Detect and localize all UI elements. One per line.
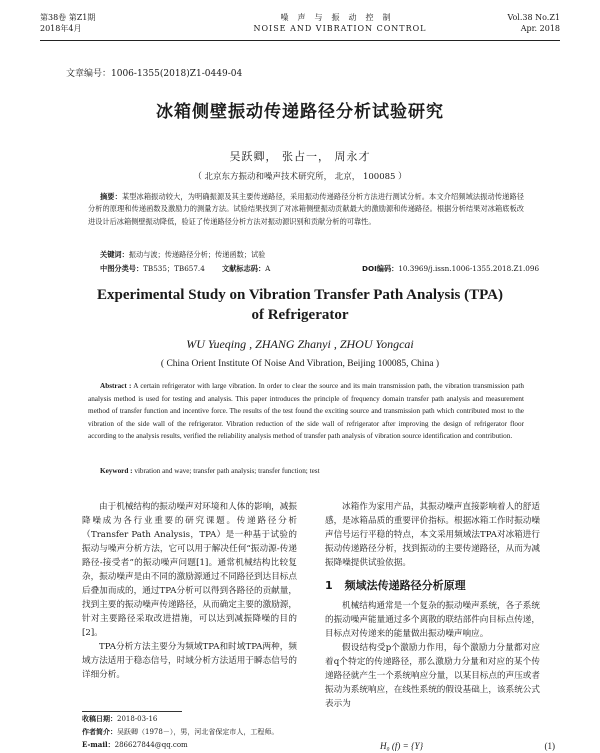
equation-text: H₀ (f) = {Y} bbox=[380, 741, 424, 751]
footnote-author: 作者简介：吴跃卿（1978－），男，河北省保定市人，工程师。 bbox=[82, 727, 279, 736]
clc-code: 中图分类号：TB535；TB657.4 bbox=[100, 264, 205, 273]
keywords-cn: 关键词：振动与波；传递路径分析；传递函数；试验 bbox=[100, 250, 266, 259]
body-left-column bbox=[82, 500, 297, 682]
abstract-cn-label: 摘要： bbox=[100, 192, 122, 201]
keywords-en: Keyword : vibration and wave; transfer path analysis; transfer function; test bbox=[100, 467, 320, 475]
running-header bbox=[40, 8, 560, 38]
footnote-received: 收稿日期：2018-03-16 bbox=[82, 714, 158, 723]
affiliation-en: ( China Orient Institute Of Noise And Vibration, Beijing 100085, China ) bbox=[160, 359, 440, 369]
footnote-rule bbox=[82, 711, 182, 712]
section-heading bbox=[325, 579, 540, 593]
section-title: 频域法传递路径分析原理 bbox=[344, 579, 466, 592]
body-right-column bbox=[325, 500, 540, 711]
equation-number: (1) bbox=[544, 741, 555, 751]
journal-issue: 第38卷 第Z1期 2018年4月 bbox=[40, 13, 96, 33]
journal-name: 噪声与振动控制 NOISE AND VIBRATION CONTROL bbox=[253, 13, 427, 33]
abstract-en-label: Abstract : bbox=[100, 382, 132, 390]
page-title: 冰箱侧壁振动传递路径分析试验研究 bbox=[156, 102, 444, 122]
affiliation-cn: （ 北京东方振动和噪声技术研究所， 北京， 100085 ） bbox=[193, 172, 407, 182]
article-number: 文章编号：1006-1355(2018)Z1-0449-04 bbox=[66, 69, 243, 79]
abstract-en bbox=[88, 380, 524, 443]
body-paragraph: 机械结构通常是一个复杂的振动噪声系统，各子系统的振动噪声能量通过多个离散的联结部件向目标点传递，目标点对传递来的能量做出振动噪声响应。 bbox=[325, 601, 540, 639]
body-paragraph: 假设结构受p个激励力作用，每个激励力分量都对应着q个特定的传递路径，那么激励力分量和对应的某个传递路径就产生一个系统响应分量，以某目标点的声压或者振动为系统响应，在线性系统的假设基础上，该系统公式表示为 bbox=[325, 643, 540, 709]
abstract-cn-text: 某型冰箱振动较大，为明确振源及其主要传递路径，采用振动传递路径分析方法进行测试分析。本文介绍频域法振动传递路径分析的原理和传递函数及激励力的测量方法。试验结果找到了对冰箱侧壁振动贡献最大的激励源和传递路径。根据分析结果对冰箱底板改进设计后冰箱侧壁振动降低，验证了传递路径分析方法对振动源识别和贡献分析的可靠性。 bbox=[88, 192, 524, 226]
body-paragraph: 由于机械结构的振动噪声对环境和人体的影响，减振降噪成为各行业重要的研究课题。传递路径分析（Transfer Path Analysis，TPA）是一种基于试验的振动与噪声分析方法，它可以用于解决任何“振动源-传递路径-接受者”的振动噪声问题[1]。通常机械结构比较复杂，振动噪声是由不同的激励源通过不同路径到达目标点后叠加而成的，通过TPA分析可以得到各路径的贡献量，找到主要的振动噪声传递路径，从而确定主要的激励源，针对主要路径采取改进措施，可以达到减振降噪的目的[2]。 bbox=[82, 502, 297, 638]
authors-en: WU Yueqing , ZHANG Zhanyi , ZHOU Yongcai bbox=[186, 337, 414, 351]
section-number: 1 bbox=[325, 579, 333, 592]
document-code: 文献标志码：A bbox=[222, 264, 271, 273]
abstract-cn bbox=[88, 191, 524, 228]
footnote-email: E-mail：286627844@qq.com bbox=[82, 740, 188, 749]
abstract-en-text: A certain refrigerator with large vibration. In order to clear the source and its main transmission path, the vibration transmission path analysis method is used for testing and analysis. This paper introduces the principle of frequency domain transfer path analysis and measurement method of transfer function and incentive force. The results of the test found the exciting source and transmission path which contributed most to the vibration of the side wall of the refrigerator. Vibration reduction of the side wall of refrigerator after improving the design of refrigerator floor according to the analysis results, verified the reliability analysis method of transfer path analysis of vibration source identification and contribution. bbox=[88, 382, 525, 441]
journal-volume: Vol.38 No.Z1 Apr. 2018 bbox=[507, 13, 560, 33]
title-en: Experimental Study on Vibration Transfer Path Analysis (TPA) of Refrigerator bbox=[96, 287, 503, 323]
authors-cn: 吴跃卿， 张占一， 周永才 bbox=[229, 150, 371, 163]
doi-code: DOI编码：10.3969/j.issn.1006-1355.2018.Z1.096 bbox=[362, 264, 540, 273]
body-paragraph: 冰箱作为家用产品，其振动噪声直接影响着人的舒适感，是冰箱品质的重要评价指标。根据冰箱工作时振动噪声信号运行平稳的特点，本文采用频域法TPA对冰箱进行振动传递路径分析，找到振动的主要传递路径，从而为减振降噪提供试验依据。 bbox=[325, 502, 540, 568]
body-paragraph: TPA分析方法主要分为频域TPA和时域TPA两种，频域方法适用于稳态信号，时域分析方法适用于瞬态信号的详细分析。 bbox=[82, 642, 297, 680]
header-rule bbox=[40, 40, 560, 41]
